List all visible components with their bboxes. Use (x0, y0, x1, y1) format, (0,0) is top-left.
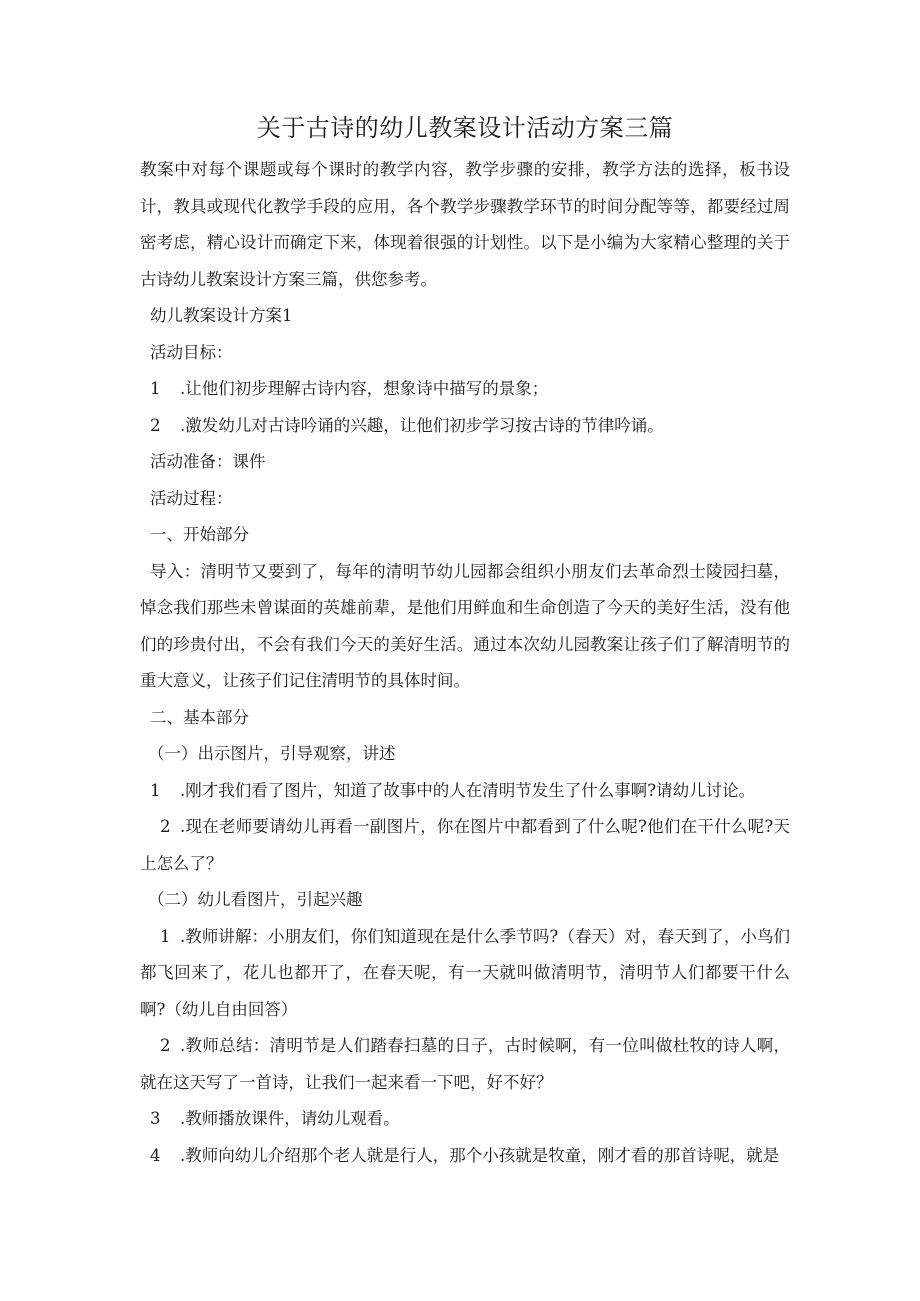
sub2-item-1-text: .教师讲解：小朋友们，你们知道现在是什么季节吗?（春天）对，春天到了，小鸟们都飞回来了，花儿也都开了，在春天呢，有一天就叫做清明节，清明节人们都要干什么啊?（幼儿自由回答） (140, 926, 790, 1019)
sub2-item-3 (140, 1101, 790, 1138)
sub2-item-3-text: .教师播放课件，请幼儿观看。 (180, 1109, 400, 1128)
goal-item-1-text: .让他们初步理解古诗内容，想象诗中描写的景象； (180, 379, 549, 398)
part1-paragraph: 导入：清明节又要到了，每年的清明节幼儿园都会组织小朋友们去革命烈士陵园扫墓，悼念我们那些未曾谋面的英雄前辈，是他们用鲜血和生命创造了今天的美好生活，没有他们的珍贵付出，不会有我们今天的美好生活。通过本次幼儿园教案让孩子们了解清明节的重大意义，让孩子们记住清明节的具体时间。 (140, 561, 790, 690)
document-title: 关于古诗的幼儿教案设计活动方案三篇 (256, 114, 674, 142)
sub1-item-2-number: 2 (160, 817, 171, 836)
preparation-line: 活动准备：课件 (150, 452, 266, 471)
sub2-item-4 (140, 1138, 790, 1175)
intro-paragraph: 教案中对每个课题或每个课时的教学内容，教学步骤的安排，教学方法的选择，板书设计，教具或现代化教学手段的应用，各个教学步骤教学环节的时间分配等等，都要经过周密考虑，精心设计而确定下来，体现着很强的计划性。以下是小编为大家精心整理的关于古诗幼儿教案设计方案三篇，供您参考。 (140, 160, 790, 289)
sub1-item-2-text: .现在老师要请幼儿再看一副图片，你在图片中都看到了什么呢?他们在干什么呢?天上怎么了？ (140, 817, 790, 873)
goal-item-2-number: 2 (150, 415, 161, 435)
sub2-item-3-number: 3 (150, 1109, 161, 1128)
plan1-heading: 幼儿教案设计方案1 (150, 306, 293, 325)
sub2-item-4-text: .教师向幼儿介绍那个老人就是行人，那个小孩就是牧童，刚才看的那首诗呢，就是 (180, 1145, 780, 1165)
goal-label: 活动目标： (150, 342, 233, 362)
sub2-item-2-text: .教师总结：清明节是人们踏春扫墓的日子，古时候啊，有一位叫做杜牧的诗人啊，就在这天写了一首诗，让我们一起来看一下吧，好不好？ (140, 1036, 790, 1092)
sub1-item-1-number: 1 (150, 780, 161, 800)
goal-item-2-text: .激发幼儿对古诗吟诵的兴趣，让他们初步学习按古诗的节律吟诵。 (180, 415, 664, 435)
sub2-item-2-number: 2 (160, 1036, 171, 1055)
sub2-heading: （二）幼儿看图片，引起兴趣 (148, 890, 363, 909)
sub2-item-1-number: 1 (160, 926, 171, 946)
sub2-item-4-number: 4 (150, 1145, 161, 1165)
goal-item-1 (140, 371, 790, 408)
document-page (140, 110, 790, 1174)
process-label: 活动过程： (150, 488, 233, 508)
sub1-item-1-text: .刚才我们看了图片，知道了故事中的人在清明节发生了什么事啊?请幼儿讨论。 (180, 780, 756, 800)
sub1-item-1 (140, 773, 790, 810)
goal-item-2 (140, 408, 790, 445)
goal-item-1-number: 1 (150, 379, 161, 398)
sub2-item-2 (140, 1028, 790, 1101)
sub1-item-2 (140, 809, 790, 882)
part2-heading: 二、基本部分 (150, 707, 249, 727)
part1-heading: 一、开始部分 (150, 525, 249, 544)
sub1-heading: （一）出示图片，引导观察，讲述 (148, 744, 396, 763)
sub2-item-1 (140, 919, 790, 1029)
